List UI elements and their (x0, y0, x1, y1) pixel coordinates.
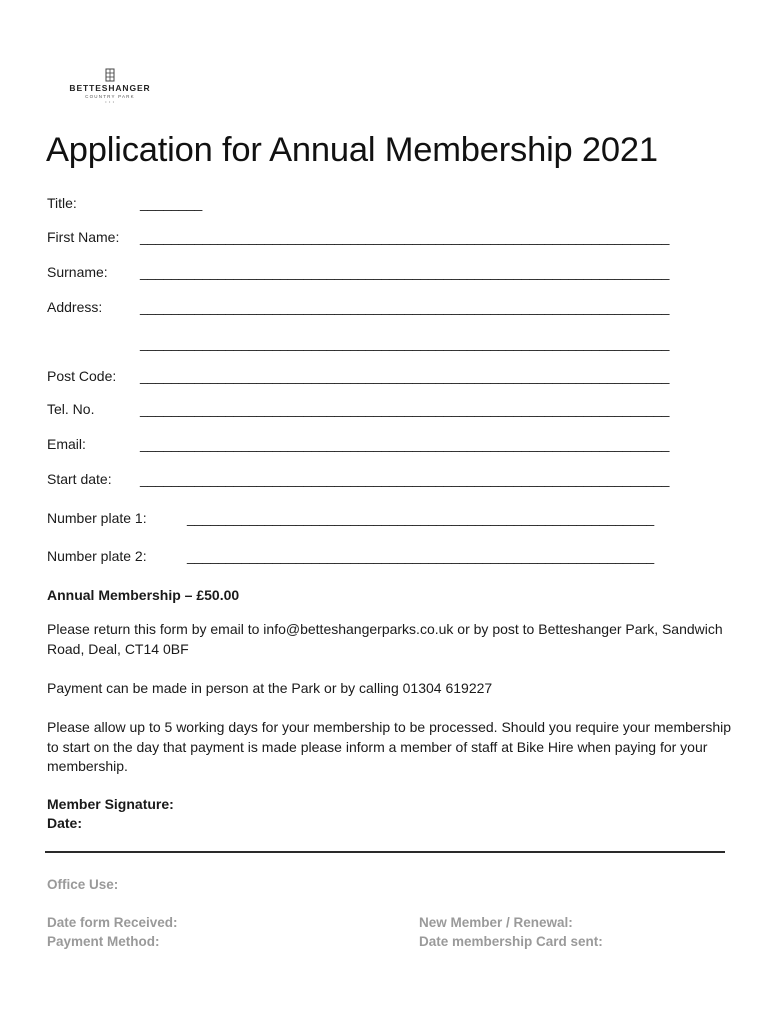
first-name-field[interactable]: ____________________________________________________________________ (140, 229, 670, 245)
post-code-label: Post Code: (47, 368, 117, 384)
return-instructions: Please return this form by email to info@betteshangerparks.co.uk or by post to Betteshanger Park, Sandwich Road, Deal, CT14 0BF (47, 621, 723, 657)
number-plate-2-field[interactable]: ____________________________________________________________ (187, 548, 655, 564)
date-form-received-label: Date form Received: (47, 915, 178, 930)
page-title: Application for Annual Membership 2021 (46, 131, 658, 169)
surname-label: Surname: (47, 264, 108, 280)
tel-label: Tel. No. (47, 401, 95, 417)
surname-field[interactable]: ____________________________________________________________________ (140, 264, 670, 280)
date-label: Date: (47, 815, 83, 831)
card-sent-date-label: Date membership Card sent: (419, 934, 603, 949)
post-code-field[interactable]: ____________________________________________________________________ (140, 368, 670, 384)
logo-subtitle: COUNTRY PARK (85, 94, 135, 99)
start-date-label: Start date: (47, 471, 112, 487)
member-signature-label: Member Signature: (47, 796, 174, 812)
number-plate-1-label: Number plate 1: (47, 510, 147, 526)
start-date-field[interactable]: ____________________________________________________________________ (140, 471, 670, 487)
new-member-renewal-label: New Member / Renewal: (419, 915, 573, 930)
first-name-label: First Name: (47, 229, 120, 245)
membership-price: Annual Membership – £50.00 (47, 587, 240, 603)
number-plate-1-field[interactable]: ____________________________________________________________ (187, 510, 655, 526)
email-field[interactable]: ____________________________________________________________________ (140, 436, 670, 452)
logo-name: BETTESHANGER (69, 83, 151, 93)
office-divider (45, 851, 725, 853)
logo-emblem-icon (104, 68, 116, 82)
payment-method-label: Payment Method: (47, 934, 160, 949)
address-label: Address: (47, 299, 103, 315)
address-field-line-2[interactable]: ____________________________________________________________________ (140, 335, 670, 351)
payment-instructions: Payment can be made in person at the Park or by calling 01304 619227 (47, 680, 493, 696)
title-field[interactable]: ________ (140, 195, 203, 211)
address-field-line-1[interactable]: ____________________________________________________________________ (140, 299, 670, 315)
processing-notice: Please allow up to 5 working days for your membership to be processed. Should you require your membership to start on the day that payment is made please inform a member of staff at Bike Hire when paying for your membership. (47, 719, 732, 774)
number-plate-2-label: Number plate 2: (47, 548, 147, 564)
betteshanger-logo (62, 68, 158, 104)
title-label: Title: (47, 195, 77, 211)
tel-field[interactable]: ____________________________________________________________________ (140, 401, 670, 417)
email-label: Email: (47, 436, 86, 452)
office-use-heading: Office Use: (47, 877, 119, 892)
logo-tagline-graphic: • • • (105, 100, 115, 104)
